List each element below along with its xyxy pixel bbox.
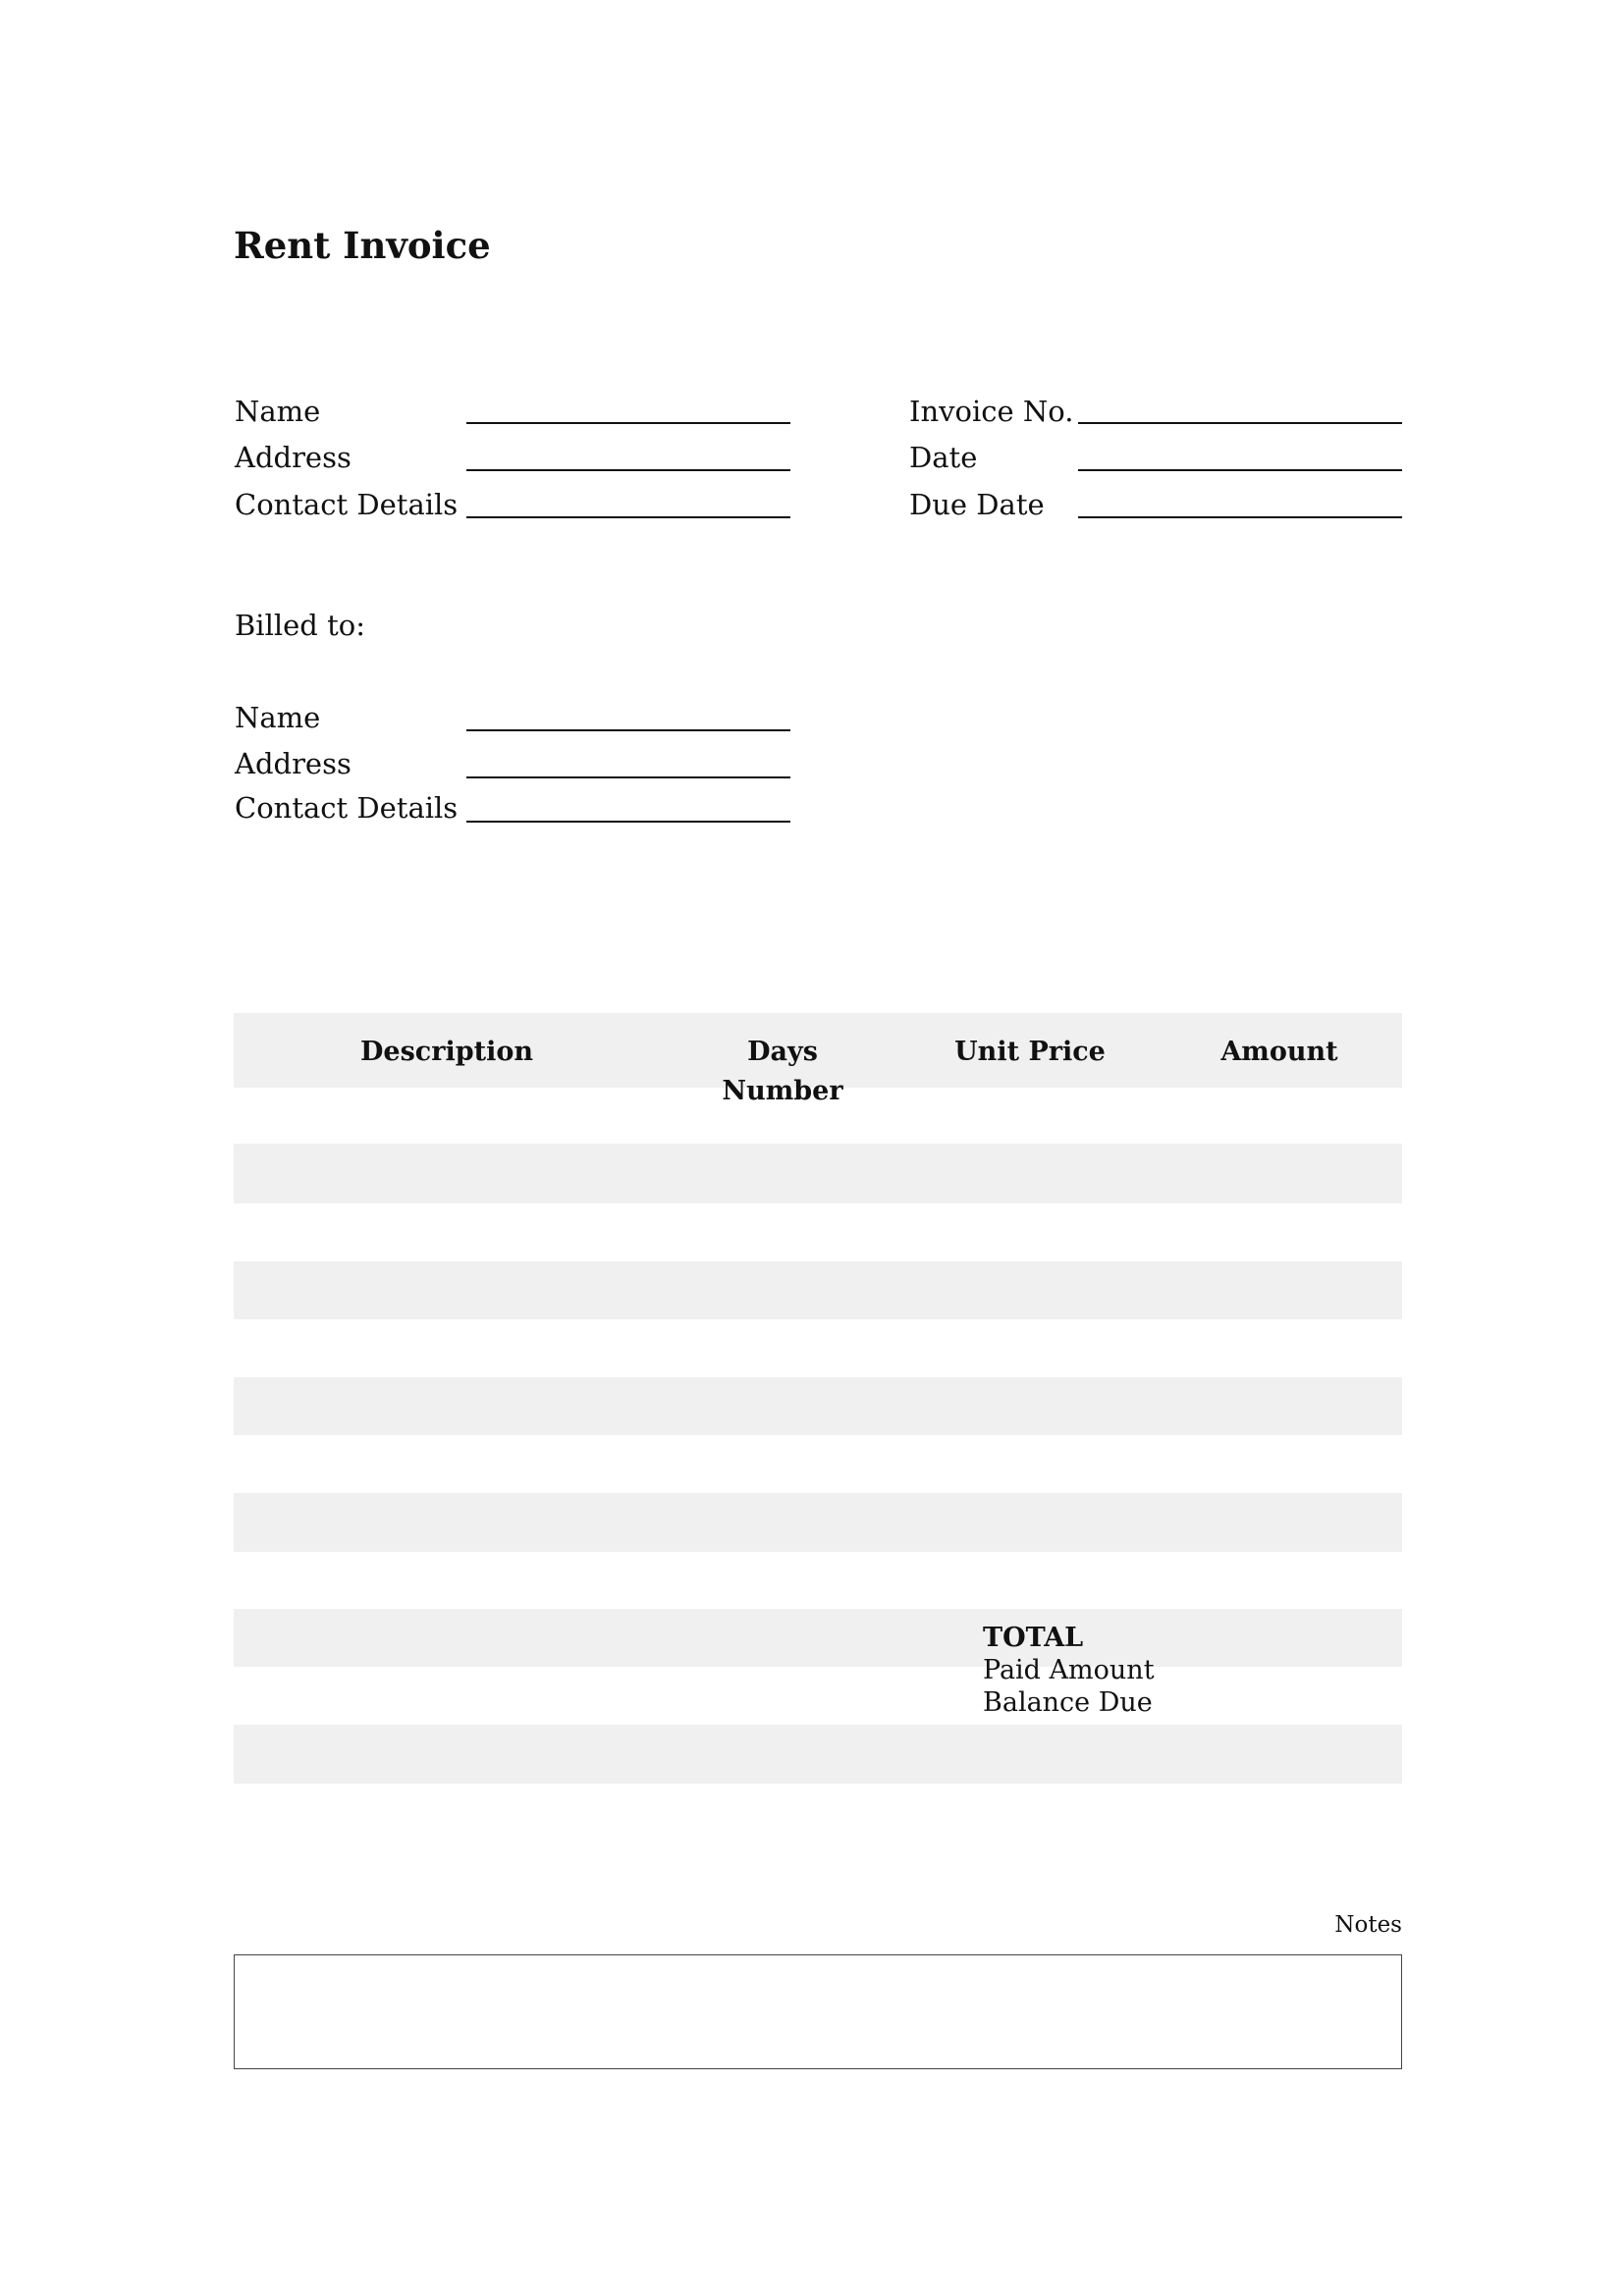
invoice-number-label: Invoice No. xyxy=(909,395,1074,428)
paid-amount-label: Paid Amount xyxy=(983,1655,1155,1685)
sender-contact-label: Contact Details xyxy=(235,488,459,521)
billed-to-heading: Billed to: xyxy=(235,609,365,642)
table-row[interactable] xyxy=(234,1725,1402,1784)
header-amount: Amount xyxy=(1220,1037,1338,1067)
header-description: Description xyxy=(360,1037,533,1067)
notes-box[interactable] xyxy=(234,1954,1402,2069)
page-title: Rent Invoice xyxy=(234,224,491,267)
invoice-date-field[interactable] xyxy=(1078,469,1402,471)
invoice-date-label: Date xyxy=(909,441,978,474)
sender-address-label: Address xyxy=(235,441,352,474)
table-row[interactable] xyxy=(234,1377,1402,1435)
billed-name-label: Name xyxy=(235,701,321,734)
invoice-number-field[interactable] xyxy=(1078,422,1402,424)
due-date-field[interactable] xyxy=(1078,516,1402,518)
table-row[interactable] xyxy=(234,1493,1402,1552)
table-row[interactable] xyxy=(234,1261,1402,1319)
billed-name-field[interactable] xyxy=(466,729,790,731)
table-row[interactable] xyxy=(234,1144,1402,1203)
header-unit-price: Unit Price xyxy=(954,1037,1106,1067)
billed-contact-field[interactable] xyxy=(466,821,790,823)
total-label: TOTAL xyxy=(983,1623,1084,1653)
sender-contact-field[interactable] xyxy=(466,516,790,518)
billed-contact-label: Contact Details xyxy=(235,791,459,825)
sender-name-label: Name xyxy=(235,395,321,428)
table-row[interactable] xyxy=(234,1609,1402,1667)
notes-label: Notes xyxy=(1334,1912,1402,1938)
due-date-label: Due Date xyxy=(909,488,1045,521)
billed-address-field[interactable] xyxy=(466,776,790,778)
billed-address-label: Address xyxy=(235,747,352,780)
header-days-number: Days Number xyxy=(722,1037,843,1106)
balance-due-label: Balance Due xyxy=(983,1687,1153,1718)
sender-address-field[interactable] xyxy=(466,469,790,471)
sender-name-field[interactable] xyxy=(466,422,790,424)
